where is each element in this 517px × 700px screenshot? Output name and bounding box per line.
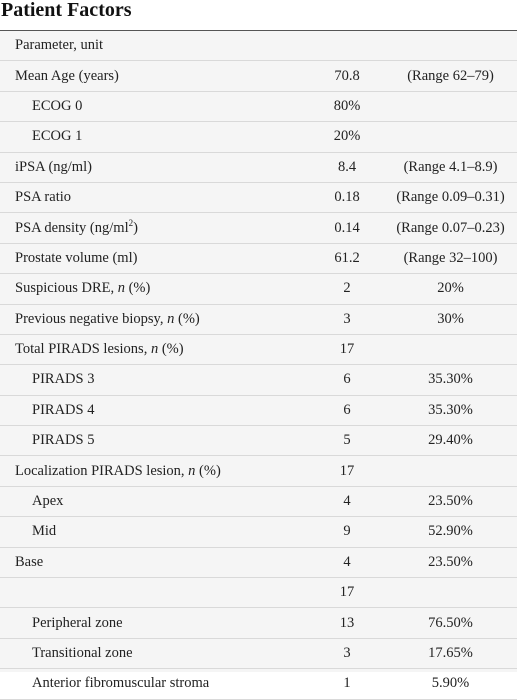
row-value: 61.2 bbox=[302, 243, 392, 273]
row-value: 13 bbox=[302, 608, 392, 638]
row-label: ECOG 0 bbox=[0, 91, 302, 121]
table-title: Patient Factors bbox=[1, 0, 132, 21]
header-label: Parameter, unit bbox=[0, 31, 302, 61]
row-label: Transitional zone bbox=[0, 638, 302, 668]
row-label bbox=[0, 456, 302, 486]
row-extra: 23.50% bbox=[392, 547, 517, 577]
label-text-post: (%) bbox=[195, 462, 221, 479]
table-row-ecog-0 bbox=[0, 91, 517, 121]
patient-factors-table bbox=[0, 31, 517, 700]
table-row-previous-negative-biopsy bbox=[0, 304, 517, 334]
row-label: iPSA (ng/ml) bbox=[0, 152, 302, 182]
row-label: PIRADS 5 bbox=[0, 426, 302, 456]
row-value: 3 bbox=[302, 638, 392, 668]
row-label bbox=[0, 213, 302, 243]
table-row-prostate-volume bbox=[0, 243, 517, 273]
table-row-anterior-fibromuscular-stroma bbox=[0, 669, 517, 699]
row-extra bbox=[392, 578, 517, 608]
row-label: PIRADS 3 bbox=[0, 365, 302, 395]
row-value: 3 bbox=[302, 304, 392, 334]
table-row-pirads-3 bbox=[0, 365, 517, 395]
table-row-suspicious-dre bbox=[0, 274, 517, 304]
table-row-psa-ratio bbox=[0, 182, 517, 212]
row-label: Prostate volume (ml) bbox=[0, 243, 302, 273]
row-extra bbox=[392, 334, 517, 364]
row-extra: 30% bbox=[392, 304, 517, 334]
row-extra: (Range 0.09–0.31) bbox=[392, 182, 517, 212]
table-row-transitional-zone bbox=[0, 638, 517, 668]
row-value: 0.18 bbox=[302, 182, 392, 212]
row-extra: 5.90% bbox=[392, 669, 517, 699]
row-extra: 17.65% bbox=[392, 638, 517, 668]
row-extra bbox=[392, 456, 517, 486]
label-text-post: (%) bbox=[124, 280, 151, 297]
label-n: n bbox=[167, 310, 175, 327]
table-row-zone-total bbox=[0, 578, 517, 608]
label-text: Suspicious DRE, bbox=[15, 280, 118, 297]
row-extra bbox=[392, 91, 517, 121]
row-value: 6 bbox=[302, 365, 392, 395]
row-extra bbox=[392, 122, 517, 152]
row-label: Base bbox=[0, 547, 302, 577]
table-header-row bbox=[0, 31, 517, 61]
label-n: n bbox=[188, 462, 196, 479]
row-extra: (Range 62–79) bbox=[392, 61, 517, 91]
label-text-post: ) bbox=[133, 219, 138, 236]
row-label: Anterior fibromuscular stroma bbox=[0, 669, 302, 699]
row-value: 20% bbox=[302, 122, 392, 152]
label-n: n bbox=[150, 341, 159, 358]
label-text: Localization PIRADS lesion, bbox=[15, 462, 189, 479]
row-extra: 35.30% bbox=[392, 395, 517, 425]
row-extra: (Range 32–100) bbox=[392, 243, 517, 273]
row-value: 8.4 bbox=[302, 152, 392, 182]
table-row-total-pirads bbox=[0, 334, 517, 364]
row-value: 2 bbox=[302, 274, 392, 304]
row-label: PIRADS 4 bbox=[0, 395, 302, 425]
row-label bbox=[0, 304, 302, 334]
row-extra: 52.90% bbox=[392, 517, 517, 547]
row-extra: 20% bbox=[392, 274, 517, 304]
row-value: 70.8 bbox=[302, 61, 392, 91]
row-label bbox=[0, 578, 302, 608]
row-value: 80% bbox=[302, 91, 392, 121]
row-label bbox=[0, 274, 302, 304]
label-text: PSA density (ng/ml bbox=[15, 219, 129, 236]
row-label: Apex bbox=[0, 486, 302, 516]
table-row-localization-pirads bbox=[0, 456, 517, 486]
table-row-peripheral-zone bbox=[0, 608, 517, 638]
table-row-pirads-5 bbox=[0, 426, 517, 456]
row-extra: 35.30% bbox=[392, 365, 517, 395]
row-label: Peripheral zone bbox=[0, 608, 302, 638]
row-label bbox=[0, 334, 302, 364]
label-text: Previous negative biopsy, bbox=[15, 310, 168, 327]
table-row-base bbox=[0, 547, 517, 577]
table-row-apex bbox=[0, 486, 517, 516]
table-row-ipsa bbox=[0, 152, 517, 182]
row-value: 0.14 bbox=[302, 213, 392, 243]
row-label: PSA ratio bbox=[0, 182, 302, 212]
table-row-psa-density bbox=[0, 213, 517, 243]
row-value: 6 bbox=[302, 395, 392, 425]
row-value: 17 bbox=[302, 456, 392, 486]
table-row-mean-age bbox=[0, 61, 517, 91]
row-label: Mean Age (years) bbox=[0, 61, 302, 91]
row-value: 1 bbox=[302, 669, 392, 699]
row-value: 17 bbox=[302, 578, 392, 608]
row-label: Mid bbox=[0, 517, 302, 547]
label-text-post: (%) bbox=[158, 341, 184, 358]
row-extra: 76.50% bbox=[392, 608, 517, 638]
row-extra: 29.40% bbox=[392, 426, 517, 456]
table-row-ecog-1 bbox=[0, 122, 517, 152]
row-extra: (Range 0.07–0.23) bbox=[392, 213, 517, 243]
row-extra: (Range 4.1–8.9) bbox=[392, 152, 517, 182]
row-value: 5 bbox=[302, 426, 392, 456]
label-n: n bbox=[117, 280, 125, 297]
table-row-mid bbox=[0, 517, 517, 547]
row-label: ECOG 1 bbox=[0, 122, 302, 152]
header-value bbox=[302, 31, 392, 61]
label-text: Total PIRADS lesions, bbox=[15, 341, 151, 358]
row-value: 4 bbox=[302, 547, 392, 577]
label-text-post: (%) bbox=[174, 310, 200, 327]
row-value: 9 bbox=[302, 517, 392, 547]
row-extra: 23.50% bbox=[392, 486, 517, 516]
header-extra bbox=[392, 31, 517, 61]
table-row-pirads-4 bbox=[0, 395, 517, 425]
row-value: 17 bbox=[302, 334, 392, 364]
label-superscript: 2 bbox=[128, 217, 134, 228]
row-value: 4 bbox=[302, 486, 392, 516]
